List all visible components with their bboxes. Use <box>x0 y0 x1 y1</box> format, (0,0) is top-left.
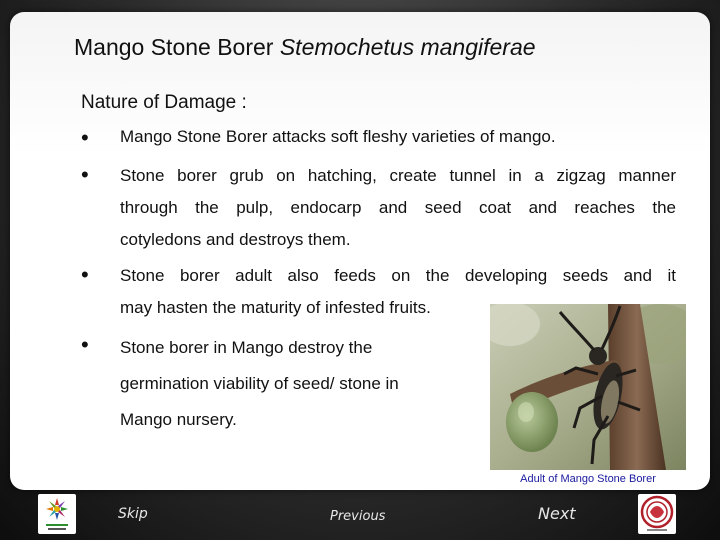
bullet-item-1 <box>120 127 640 147</box>
section-heading: Nature of Damage : <box>81 92 247 113</box>
bullet-line: through the pulp, endocarp and seed coat and reaches the <box>120 198 676 217</box>
bullet-item-2 <box>120 166 676 250</box>
title-scientific-name: Stemochetus mangiferae <box>279 34 536 60</box>
bullet-line: cotyledons and destroys them. <box>120 230 351 249</box>
institution-logo-icon <box>38 494 76 534</box>
bullet-marker: • <box>81 162 89 187</box>
bullet-line: germination viability of seed/ stone in <box>120 374 399 393</box>
slide-title <box>74 34 694 61</box>
title-common-name: Mango Stone Borer <box>74 34 280 60</box>
previous-button[interactable]: Previous <box>330 509 386 524</box>
bullet-line: Mango Stone Borer attacks soft fleshy varieties of mango. <box>120 127 556 146</box>
bullet-line: Stone borer grub on hatching, create tunnel in a zigzag manner <box>120 166 676 185</box>
institution-seal-icon <box>638 494 676 534</box>
bullet-marker: • <box>81 262 89 287</box>
bullet-item-4 <box>120 338 480 430</box>
beetle-photo <box>490 304 686 470</box>
next-button[interactable]: Next <box>538 504 576 523</box>
bullet-line: may hasten the maturity of infested fruits. <box>120 298 431 317</box>
bullet-marker: • <box>81 332 89 357</box>
bullet-marker: • <box>81 125 89 150</box>
bullet-line: Stone borer adult also feeds on the developing seeds and it <box>120 266 676 285</box>
bullet-line: Stone borer in Mango destroy the <box>120 338 373 357</box>
bullet-line: Mango nursery. <box>120 410 237 429</box>
skip-button[interactable]: Skip <box>118 506 148 522</box>
image-caption: Adult of Mango Stone Borer <box>520 473 656 485</box>
